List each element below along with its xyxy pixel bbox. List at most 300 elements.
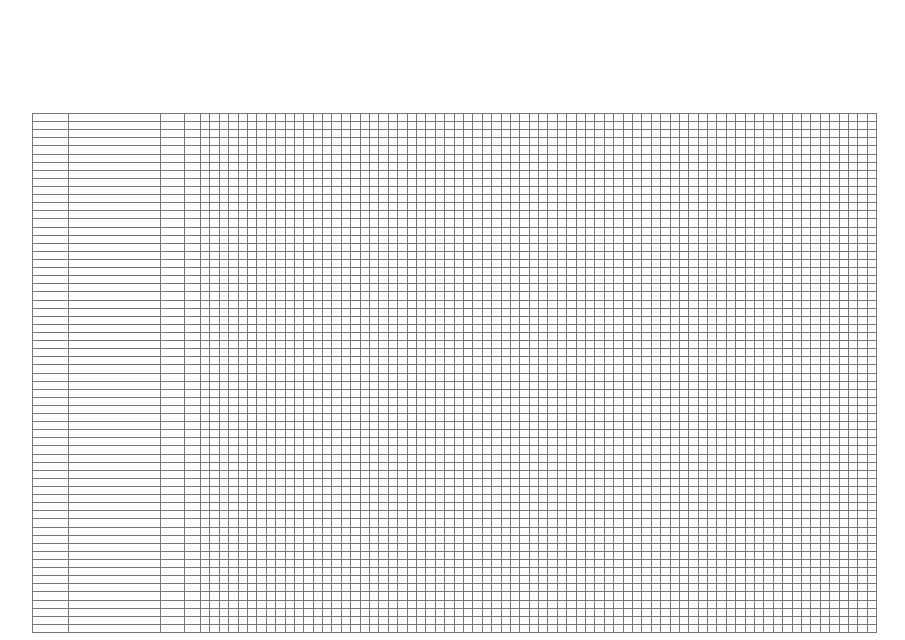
table-cell [670,422,679,430]
table-cell [858,114,867,122]
table-cell [858,138,867,146]
table-cell [407,608,416,616]
table-cell [539,316,548,324]
table-cell [370,203,379,211]
table-cell [379,162,388,170]
table-cell [745,357,754,365]
table-cell [416,332,425,340]
table-cell [557,527,566,535]
table-cell [529,519,538,527]
table-cell [604,543,613,551]
table-cell [595,195,604,203]
table-cell [435,503,444,511]
table-cell [867,543,876,551]
table-cell [632,211,641,219]
table-cell [276,203,285,211]
table-cell [185,211,201,219]
table-cell [304,146,313,154]
table-cell [811,381,820,389]
table-cell [276,235,285,243]
table-cell [689,138,698,146]
table-cell [839,349,848,357]
table-cell [426,341,435,349]
table-cell [792,259,801,267]
table-cell [726,527,735,535]
table-cell [830,276,839,284]
table-cell [210,284,219,292]
table-cell [463,268,472,276]
table-cell [210,405,219,413]
table-cell [726,478,735,486]
table-cell [736,276,745,284]
table-cell [792,430,801,438]
table-cell [219,430,228,438]
table-cell [642,470,651,478]
table-cell [351,284,360,292]
table-cell [463,381,472,389]
table-cell [867,162,876,170]
table-cell [341,616,350,624]
table-cell [576,487,585,495]
table-cell [557,454,566,462]
table-cell [567,203,576,211]
table-cell [689,560,698,568]
table-cell [426,430,435,438]
table-cell [370,503,379,511]
table-cell [285,600,294,608]
table-cell [416,543,425,551]
table-cell [185,405,201,413]
table-cell [595,446,604,454]
table-cell [388,584,397,592]
table-cell [726,470,735,478]
table-cell [755,195,764,203]
table-cell [33,462,69,470]
table-cell [247,178,256,186]
table-cell [332,300,341,308]
table-cell [726,243,735,251]
table-cell [567,527,576,535]
table-cell [332,422,341,430]
table-cell [802,511,811,519]
table-cell [492,568,501,576]
table-cell [229,243,238,251]
table-cell [294,616,303,624]
table-cell [802,365,811,373]
table-cell [482,511,491,519]
table-cell [698,503,707,511]
table-cell [576,503,585,511]
table-cell [764,259,773,267]
table-cell [351,519,360,527]
table-cell [548,446,557,454]
table-cell [398,592,407,600]
table-cell [670,162,679,170]
table-cell [708,324,717,332]
table-cell [717,519,726,527]
table-cell [867,235,876,243]
table-cell [689,146,698,154]
table-cell [313,114,322,122]
table-cell [717,446,726,454]
table-cell [811,122,820,130]
table-cell [332,365,341,373]
table-cell [276,243,285,251]
table-cell [529,292,538,300]
table-cell [482,560,491,568]
table-cell [839,211,848,219]
table-cell [323,527,332,535]
table-cell [435,300,444,308]
table-cell [520,162,529,170]
table-cell [689,292,698,300]
table-cell [858,560,867,568]
table-cell [454,332,463,340]
table-cell [773,519,782,527]
table-cell [247,324,256,332]
table-cell [623,162,632,170]
table-cell [398,535,407,543]
table-cell [492,292,501,300]
table-cell [285,122,294,130]
table-cell [257,560,266,568]
table-cell [463,332,472,340]
table-cell [736,600,745,608]
table-cell [670,195,679,203]
table-cell [360,122,369,130]
table-cell [341,503,350,511]
table-cell [745,381,754,389]
table-cell [435,446,444,454]
table-cell [867,341,876,349]
table-cell [576,276,585,284]
table-cell [492,430,501,438]
table-cell [266,365,275,373]
table-cell [604,259,613,267]
table-cell [586,576,595,584]
table-cell [717,251,726,259]
table-cell [201,292,210,300]
table-cell [229,422,238,430]
table-cell [379,551,388,559]
table-cell [661,503,670,511]
table-cell [161,138,185,146]
table-cell [351,122,360,130]
table-cell [539,186,548,194]
table-cell [529,300,538,308]
table-cell [614,470,623,478]
table-cell [323,397,332,405]
table-cell [651,389,660,397]
table-cell [435,373,444,381]
table-cell [445,357,454,365]
table-cell [520,600,529,608]
table-cell [595,397,604,405]
table-cell [379,624,388,632]
table-cell [304,259,313,267]
table-cell [783,203,792,211]
table-cell [792,203,801,211]
table-cell [726,195,735,203]
table-cell [595,551,604,559]
table-cell [229,381,238,389]
table-cell [379,519,388,527]
table-cell [238,332,247,340]
table-cell [426,600,435,608]
table-cell [867,616,876,624]
table-cell [276,357,285,365]
table-cell [426,389,435,397]
table-cell [370,186,379,194]
table-cell [247,624,256,632]
table-cell [848,316,857,324]
table-cell [651,186,660,194]
table-cell [811,568,820,576]
table-cell [586,178,595,186]
table-cell [632,527,641,535]
table-cell [247,397,256,405]
table-cell [332,316,341,324]
table-cell [482,292,491,300]
table-cell [539,373,548,381]
table-cell [360,397,369,405]
table-cell [717,503,726,511]
table-cell [755,373,764,381]
table-cell [379,357,388,365]
table-cell [670,186,679,194]
table-cell [238,560,247,568]
table-cell [867,478,876,486]
table-cell [539,446,548,454]
table-cell [848,130,857,138]
table-cell [689,592,698,600]
table-cell [595,438,604,446]
table-cell [210,616,219,624]
table-cell [210,162,219,170]
table-cell [219,470,228,478]
table-cell [247,341,256,349]
table-cell [520,259,529,267]
table-cell [708,357,717,365]
table-cell [313,438,322,446]
table-cell [463,292,472,300]
table-cell [285,568,294,576]
table-cell [604,422,613,430]
table-cell [661,268,670,276]
table-cell [604,438,613,446]
table-cell [548,251,557,259]
table-cell [708,178,717,186]
table-cell [623,259,632,267]
table-cell [304,251,313,259]
table-cell [539,122,548,130]
table-cell [548,292,557,300]
table-cell [745,422,754,430]
table-cell [830,519,839,527]
table-cell [520,414,529,422]
table-cell [238,454,247,462]
table-cell [595,349,604,357]
table-cell [219,211,228,219]
table-cell [332,478,341,486]
table-cell [379,397,388,405]
table-cell [323,462,332,470]
table-cell [820,276,829,284]
table-cell [201,495,210,503]
table-cell [398,243,407,251]
table-cell [520,422,529,430]
table-cell [557,397,566,405]
table-cell [689,276,698,284]
row-name-cell [69,195,161,203]
table-cell [161,373,185,381]
table-cell [764,478,773,486]
table-cell [651,495,660,503]
row-name-cell [69,527,161,535]
table-cell [755,462,764,470]
table-cell [201,324,210,332]
table-cell [604,251,613,259]
table-cell [557,487,566,495]
table-cell [520,292,529,300]
table-cell [370,235,379,243]
table-cell [783,560,792,568]
table-cell [294,397,303,405]
table-cell [229,170,238,178]
table-cell [323,114,332,122]
table-cell [839,138,848,146]
table-cell [426,251,435,259]
table-cell [670,146,679,154]
table-cell [341,243,350,251]
table-cell [520,130,529,138]
table-cell [426,414,435,422]
table-cell [463,624,472,632]
table-cell [867,405,876,413]
table-cell [426,365,435,373]
table-cell [313,349,322,357]
table-cell [539,576,548,584]
table-cell [388,495,397,503]
table-cell [539,365,548,373]
table-cell [266,292,275,300]
table-cell [435,438,444,446]
table-cell [539,308,548,316]
table-cell [858,503,867,511]
table-cell [520,438,529,446]
table-cell [398,138,407,146]
table-cell [755,430,764,438]
table-cell [567,446,576,454]
table-cell [839,495,848,503]
table-cell [717,341,726,349]
table-cell [341,235,350,243]
table-cell [661,195,670,203]
table-cell [276,584,285,592]
table-cell [294,560,303,568]
table-cell [473,543,482,551]
table-cell [482,227,491,235]
table-cell [407,381,416,389]
table-cell [398,316,407,324]
table-cell [802,389,811,397]
table-cell [745,292,754,300]
table-cell [632,600,641,608]
table-cell [679,389,688,397]
table-cell [567,227,576,235]
table-cell [670,511,679,519]
table-cell [229,446,238,454]
table-cell [689,519,698,527]
table-cell [792,284,801,292]
table-cell [586,292,595,300]
table-cell [802,446,811,454]
table-cell [210,235,219,243]
table-cell [201,195,210,203]
table-cell [407,357,416,365]
table-cell [745,211,754,219]
table-cell [726,560,735,568]
table-cell [867,324,876,332]
table-cell [323,162,332,170]
table-cell [670,608,679,616]
table-cell [294,414,303,422]
table-cell [820,503,829,511]
table-cell [736,292,745,300]
table-cell [510,527,519,535]
table-cell [323,592,332,600]
table-cell [492,576,501,584]
row-name-cell [69,535,161,543]
table-cell [623,462,632,470]
table-cell [416,487,425,495]
table-cell [201,543,210,551]
table-cell [689,430,698,438]
table-cell [435,462,444,470]
table-cell [313,568,322,576]
table-cell [745,146,754,154]
table-cell [276,389,285,397]
table-cell [341,357,350,365]
table-cell [294,203,303,211]
table-cell [595,519,604,527]
table-cell [276,162,285,170]
table-cell [501,211,510,219]
table-cell [755,203,764,211]
table-cell [510,503,519,511]
table-cell [642,138,651,146]
table-cell [802,316,811,324]
table-cell [867,114,876,122]
table-cell [463,357,472,365]
table-cell [764,195,773,203]
table-cell [520,503,529,511]
table-cell [463,584,472,592]
table-cell [839,527,848,535]
table-cell [219,316,228,324]
table-cell [708,600,717,608]
table-cell [398,454,407,462]
table-cell [802,495,811,503]
table-cell [416,568,425,576]
table-row [33,511,877,519]
table-cell [783,495,792,503]
table-cell [595,341,604,349]
table-cell [604,349,613,357]
table-cell [726,608,735,616]
table-cell [604,519,613,527]
table-cell [548,284,557,292]
